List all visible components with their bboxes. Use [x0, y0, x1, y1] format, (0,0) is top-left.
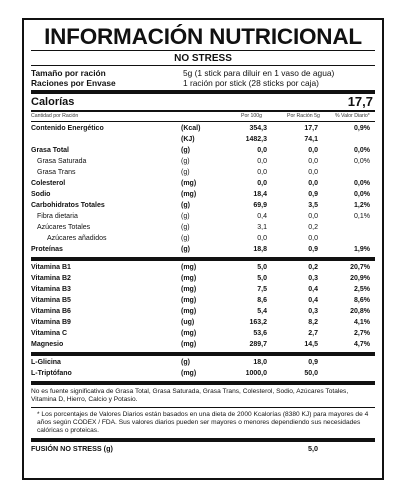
nutrient-row	[31, 328, 375, 339]
serving-info	[31, 66, 375, 90]
nutrient-row	[31, 167, 375, 178]
nutrient-row	[31, 134, 375, 145]
calories-value: 17,7	[347, 94, 373, 109]
value-per-100g: 163,2	[249, 319, 267, 326]
footnote-not-significant: No es fuente significativa de Grasa Total, Grasa Saturada, Grasa Trans, Colesterol, Sodio, Azúcares Totales, Vitamina D, Hierro, Calcio y Potasio.	[31, 388, 349, 403]
value-per-serving: 3,5	[308, 202, 318, 209]
nutrient-unit: (mg)	[181, 297, 197, 304]
nutrient-name: Sodio	[31, 191, 51, 198]
nutrient-unit: (g)	[181, 235, 190, 242]
nutrient-row	[31, 200, 375, 211]
nutrient-row	[31, 262, 375, 273]
nutrient-name: Contenido Energético	[31, 125, 104, 132]
nutrient-name: Carbohidratos Totales	[31, 202, 105, 209]
nutrient-row	[31, 284, 375, 295]
serving-size-value: 5g (1 stick para diluir en 1 vaso de agua)	[183, 68, 335, 78]
nutrient-name: Vitamina B9	[31, 319, 71, 326]
serving-size-label: Tamaño por ración	[31, 68, 106, 78]
divider	[31, 50, 375, 51]
servings-per-container-row	[31, 78, 375, 88]
nutrient-name: Fibra dietaria	[37, 213, 78, 220]
product-name: NO STRESS	[174, 53, 232, 64]
daily-value-percent: 8,6%	[354, 297, 370, 304]
nutrient-row	[31, 156, 375, 167]
value-per-100g: 0,0	[257, 169, 267, 176]
value-per-serving: 74,1	[304, 136, 318, 143]
value-per-100g: 0,0	[257, 147, 267, 154]
nutrient-unit: (g)	[181, 359, 190, 366]
value-per-100g: 18,8	[253, 246, 267, 253]
fusion-value: 5,0	[308, 444, 318, 453]
value-per-serving: 0,0	[308, 147, 318, 154]
nutrient-unit: (mg)	[181, 180, 197, 187]
vitamin-section	[31, 261, 375, 352]
footnote-daily-values: * Los porcentajes de Valores Diarios están basados en una dieta de 2000 Kcalorías (8380 KJ) para mayores de 4 años según CODEX / FDA. Sus valores diarios pueden ser mayores o menores dependiendo sus necesidades calóricas o proteicas.	[37, 411, 369, 434]
nutrient-row	[31, 233, 375, 244]
nutrient-name: Vitamina B6	[31, 308, 71, 315]
daily-value-percent: 2,5%	[354, 286, 370, 293]
nutrient-name: Grasa Trans	[37, 169, 76, 176]
value-per-serving: 0,0	[308, 180, 318, 187]
fusion-row	[31, 442, 375, 456]
value-per-100g: 5,0	[257, 264, 267, 271]
nutrient-unit: (mg)	[181, 370, 197, 377]
nutrient-row	[31, 222, 375, 233]
header-daily-value: % Valor Diario*	[335, 113, 370, 119]
nutrient-unit: (mg)	[181, 330, 197, 337]
nutrient-row	[31, 306, 375, 317]
nutrient-name: L-Triptófano	[31, 370, 72, 377]
value-per-serving: 0,0	[308, 213, 318, 220]
calories-label: Calorías	[31, 96, 75, 108]
daily-value-percent: 1,9%	[354, 246, 370, 253]
nutrient-unit: (KJ)	[181, 136, 195, 143]
nutrient-row	[31, 123, 375, 134]
nutrient-unit: (mg)	[181, 191, 197, 198]
value-per-100g: 7,5	[257, 286, 267, 293]
serving-size-row	[31, 68, 375, 78]
nutrient-name: Grasa Total	[31, 147, 69, 154]
daily-value-percent: 4,7%	[354, 341, 370, 348]
value-per-100g: 0,0	[257, 158, 267, 165]
nutrient-name: Azúcares Totales	[37, 224, 91, 231]
nutrient-row	[31, 145, 375, 156]
daily-value-percent: 4,1%	[354, 319, 370, 326]
value-per-serving: 17,7	[304, 125, 318, 132]
daily-value-percent: 2,7%	[354, 330, 370, 337]
nutrient-unit: (g)	[181, 169, 190, 176]
header-per-serving: Por Ración 5g	[287, 113, 320, 119]
value-per-100g: 5,4	[257, 308, 267, 315]
nutrient-unit: (ug)	[181, 319, 195, 326]
nutrient-unit: (mg)	[181, 264, 197, 271]
nutrient-unit: (g)	[181, 246, 190, 253]
nutrient-row	[31, 368, 375, 379]
value-per-100g: 69,9	[253, 202, 267, 209]
value-per-serving: 14,5	[304, 341, 318, 348]
value-per-serving: 0,9	[308, 359, 318, 366]
value-per-100g: 354,3	[249, 125, 267, 132]
header-per-100g: Por 100g	[241, 113, 263, 119]
value-per-serving: 0,2	[308, 264, 318, 271]
nutrient-name: Vitamina B2	[31, 275, 71, 282]
nutrition-facts-label	[22, 18, 384, 480]
nutrient-unit: (mg)	[181, 341, 197, 348]
daily-value-percent: 0,0%	[354, 158, 370, 165]
value-per-serving: 8,2	[308, 319, 318, 326]
daily-value-percent: 20,8%	[350, 308, 370, 315]
value-per-serving: 0,3	[308, 275, 318, 282]
header-quantity: Cantidad por Ración	[31, 113, 79, 119]
fusion-label: FUSIÓN NO STRESS (g)	[31, 444, 113, 453]
nutrient-row	[31, 339, 375, 350]
daily-value-percent: 1,2%	[354, 202, 370, 209]
nutrient-name: Vitamina C	[31, 330, 68, 337]
nutrient-row	[31, 357, 375, 368]
value-per-100g: 1000,0	[245, 370, 267, 377]
nutrient-name: Magnesio	[31, 341, 64, 348]
nutrient-unit: (g)	[181, 213, 190, 220]
value-per-serving: 0,2	[308, 224, 318, 231]
value-per-100g: 18,4	[253, 191, 267, 198]
nutrient-name: Azúcares añadidos	[47, 235, 107, 242]
nutrient-unit: (Kcal)	[181, 125, 201, 132]
value-per-100g: 8,6	[257, 297, 267, 304]
value-per-100g: 0,0	[257, 235, 267, 242]
nutrient-row	[31, 295, 375, 306]
nutrient-row	[31, 178, 375, 189]
nutrient-unit: (g)	[181, 202, 190, 209]
nutrient-row	[31, 273, 375, 284]
daily-value-percent: 0,0%	[354, 180, 370, 187]
calories-row	[31, 94, 375, 110]
value-per-serving: 0,9	[308, 191, 318, 198]
servings-per-container-value: 1 ración por stick (28 sticks por caja)	[183, 78, 319, 88]
nutrient-unit: (mg)	[181, 275, 197, 282]
value-per-100g: 18,0	[253, 359, 267, 366]
nutrient-row	[31, 211, 375, 222]
nutrient-name: Vitamina B5	[31, 297, 71, 304]
nutrient-name: Vitamina B1	[31, 264, 71, 271]
value-per-serving: 0,0	[308, 169, 318, 176]
value-per-100g: 289,7	[249, 341, 267, 348]
nutrient-name: Grasa Saturada	[37, 158, 87, 165]
nutrient-unit: (g)	[181, 158, 190, 165]
value-per-serving: 50,0	[304, 370, 318, 377]
nutrient-unit: (g)	[181, 224, 190, 231]
value-per-serving: 0,9	[308, 246, 318, 253]
nutrient-name: L-Glicina	[31, 359, 61, 366]
nutrient-unit: (g)	[181, 147, 190, 154]
column-header	[31, 112, 375, 121]
value-per-100g: 3,1	[257, 224, 267, 231]
label-title: INFORMACIÓN NUTRICIONAL	[44, 24, 362, 49]
value-per-100g: 0,4	[257, 213, 267, 220]
amino-acid-section	[31, 356, 375, 381]
daily-value-percent: 20,9%	[350, 275, 370, 282]
daily-value-percent: 0,0%	[354, 147, 370, 154]
value-per-100g: 5,0	[257, 275, 267, 282]
value-per-serving: 2,7	[308, 330, 318, 337]
nutrient-name: Proteínas	[31, 246, 63, 253]
daily-value-percent: 0,1%	[354, 213, 370, 220]
value-per-100g: 1482,3	[245, 136, 267, 143]
nutrient-row	[31, 189, 375, 200]
daily-value-percent: 0,9%	[354, 125, 370, 132]
value-per-serving: 0,4	[308, 286, 318, 293]
nutrient-unit: (mg)	[181, 308, 197, 315]
nutrient-unit: (mg)	[181, 286, 197, 293]
value-per-serving: 0,3	[308, 308, 318, 315]
nutrient-row	[31, 317, 375, 328]
daily-value-percent: 20,7%	[350, 264, 370, 271]
value-per-serving: 0,0	[308, 158, 318, 165]
value-per-100g: 53,6	[253, 330, 267, 337]
macronutrient-section	[31, 122, 375, 257]
daily-value-percent: 0,0%	[354, 191, 370, 198]
value-per-serving: 0,4	[308, 297, 318, 304]
nutrient-row	[31, 244, 375, 255]
nutrient-name: Colesterol	[31, 180, 66, 187]
value-per-100g: 0,0	[257, 180, 267, 187]
value-per-serving: 0,0	[308, 235, 318, 242]
servings-per-container-label: Raciones por Envase	[31, 78, 116, 88]
nutrient-name: Vitamina B3	[31, 286, 71, 293]
